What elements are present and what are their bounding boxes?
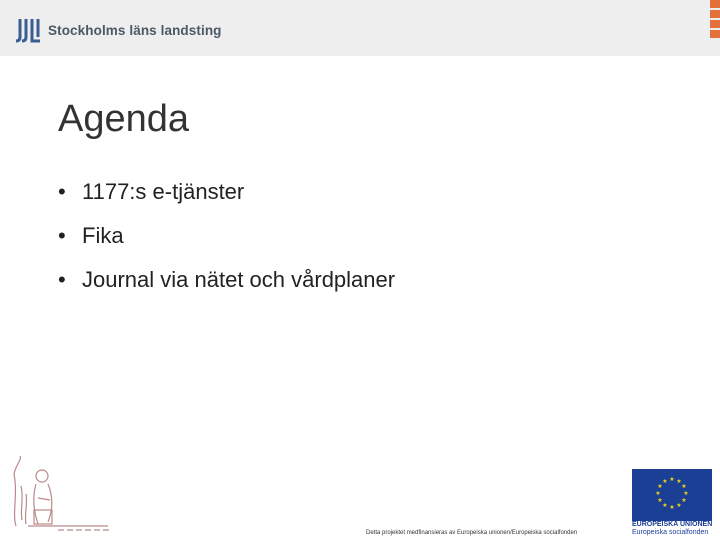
svg-text:★: ★ (657, 483, 663, 490)
bullet-icon: • (58, 223, 66, 248)
sll-logo-icon (14, 17, 42, 43)
list-item (58, 216, 395, 260)
accent-block (710, 0, 720, 8)
project-doodle-logo (8, 454, 120, 534)
eu-logo-subtitle: Europeiska socialfonden (632, 529, 709, 536)
svg-text:★: ★ (669, 504, 675, 511)
accent-block (710, 30, 720, 38)
list-item-text: 1177:s e-tjänster (82, 179, 245, 204)
svg-text:★: ★ (681, 483, 687, 490)
funding-note: Detta projektet medfinansieras av Europeiska unionen/Europeiska socialfonden (366, 530, 578, 536)
organization-name: Stockholms läns landsting (48, 22, 222, 38)
slide-title: Agenda (58, 98, 190, 140)
svg-text:★: ★ (676, 478, 682, 485)
accent-block (710, 10, 720, 18)
header-band (0, 0, 720, 56)
svg-text:★: ★ (681, 497, 687, 504)
accent-blocks (710, 0, 720, 40)
accent-block (710, 20, 720, 28)
svg-text:★: ★ (662, 478, 668, 485)
eu-logo (632, 469, 712, 537)
svg-text:★: ★ (657, 497, 663, 504)
svg-text:★: ★ (669, 476, 675, 483)
bullet-icon: • (58, 179, 66, 204)
agenda-list (58, 172, 395, 304)
eu-logo-name: EUROPEISKA UNIONEN (632, 521, 713, 528)
list-item-text: Journal via nätet och vårdplaner (82, 267, 396, 292)
svg-text:★: ★ (655, 490, 661, 497)
eu-flag-icon (632, 469, 712, 521)
list-item-text: Fika (82, 223, 124, 248)
bullet-icon: • (58, 267, 66, 292)
list-item (58, 172, 395, 216)
list-item (58, 260, 395, 304)
svg-text:★: ★ (683, 490, 689, 497)
svg-text:★: ★ (662, 502, 668, 509)
svg-text:★: ★ (676, 502, 682, 509)
sll-logo (14, 17, 222, 43)
